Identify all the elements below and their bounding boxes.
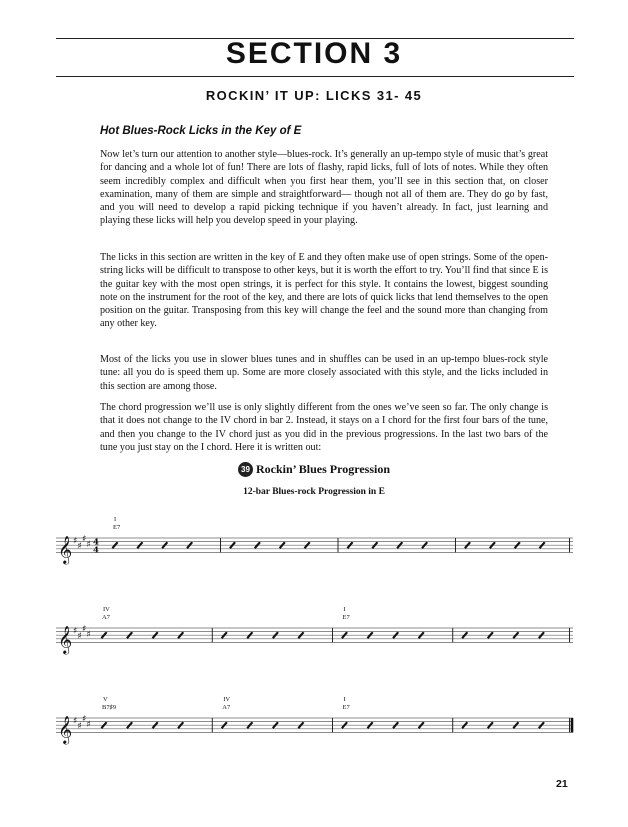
section-title: SECTION 3: [225, 37, 403, 70]
paragraph: Most of the licks you use in slower blues tunes and in shuffles can be used in an up-tempo blues-rock style tune: all you do is speed them up. Some are more closely associated with this style, and the licks included in this section are among those.: [100, 354, 548, 392]
sharp-icon: ♯: [73, 626, 78, 637]
example-title: Rockin’ Blues Progression: [255, 461, 390, 476]
chord-symbol: A7: [222, 704, 231, 711]
sharp-icon: ♯: [86, 539, 91, 550]
page-number: 21: [556, 778, 568, 790]
roman-numeral: I: [343, 606, 346, 613]
paragraph: The licks in this section are written in the key of E and they often make use of open strings. Some of the open-string licks will be difficult to transpose to other keys, but it is worth the effort to try. You’ll find that since E is the guitar key with the most open strings, it is perfect for this style. It contains the lowest, biggest sounding note on the instrument for the root of the key, and there are lots of quick licks that lend themselves to the open position on the guitar. Transposing from this key will change the feel and the sound more than changing from any other key.: [100, 252, 548, 330]
chord-symbol: E7: [342, 614, 350, 621]
sharp-icon: ♯: [73, 536, 78, 547]
treble-clef-icon: 𝄞: [58, 715, 73, 744]
roman-numeral: V: [103, 696, 108, 703]
chord-symbol: B7♯9: [102, 704, 117, 711]
roman-numeral: IV: [223, 696, 231, 703]
sharp-icon: ♯: [86, 719, 91, 730]
cd-track-icon: 39: [238, 462, 253, 477]
sharp-icon: ♯: [73, 716, 78, 727]
sharp-icon: ♯: [77, 631, 82, 642]
time-signature-bottom: 4: [93, 545, 99, 556]
sharp-icon: ♯: [77, 541, 82, 552]
roman-numeral: IV: [103, 606, 110, 613]
chord-symbol: E7: [113, 524, 121, 531]
treble-clef-icon: 𝄞: [58, 535, 73, 564]
roman-numeral: I: [343, 696, 346, 703]
roman-numeral: I: [114, 516, 117, 523]
example-subtitle: 12-bar Blues-rock Progression in E: [243, 487, 385, 497]
sharp-icon: ♯: [82, 714, 87, 725]
treble-clef-icon: 𝄞: [58, 625, 73, 654]
paragraph: The chord progression we’ll use is only slightly different from the ones we’ve seen so far. The only change is that it does not change to the IV chord in bar 2. Instead, it stays on a I chord for the first four bars of the tune, and then you change to the IV chord just as you did in the previous progressions. In the last two bars of the tune you just stay on the I chord. Here it is written out:: [100, 402, 548, 453]
chord-symbol: A7: [102, 614, 110, 621]
chord-symbol: E7: [342, 704, 350, 711]
paragraph: Now let’s turn our attention to another style—blues-rock. It’s generally an up-tempo style of music that’s great for dancing and a whole lot of fun! There are lots of flashy, rapid licks, full of lots of notes. While they often seem incredibly complex and difficult when you first hear them, you’ll see in this section that, on closer examination, many of them are simple and straightforward— though not all of them are. They do go by fast, and you will need to develop a rapid picking technique if you haven’t already. In fact, just learning and playing these licks will help you develop speed in your playing.: [100, 149, 548, 227]
sharp-icon: ♯: [86, 629, 91, 640]
time-signature-top: 4: [93, 537, 99, 548]
section-subtitle: ROCKIN’ IT UP: LICKS 31- 45: [205, 88, 423, 103]
subheading: Hot Blues-Rock Licks in the Key of E: [100, 125, 302, 137]
sharp-icon: ♯: [82, 534, 87, 545]
sharp-icon: ♯: [82, 624, 87, 635]
sharp-icon: ♯: [77, 721, 82, 732]
